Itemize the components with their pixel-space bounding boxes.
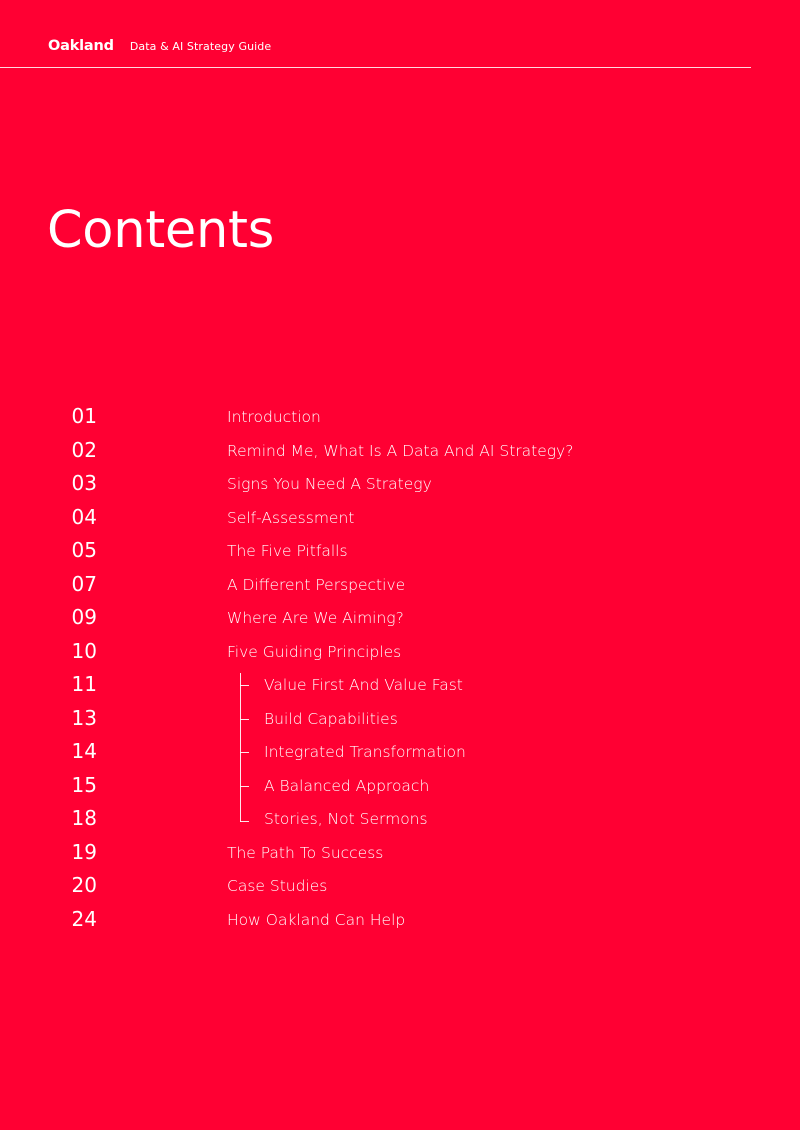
toc-page-number: 13 bbox=[71, 705, 97, 730]
toc-entry-label[interactable]: Case Studies bbox=[227, 877, 328, 895]
toc-page-number: 04 bbox=[71, 504, 97, 529]
toc-entry-self-assessment[interactable] bbox=[0, 501, 800, 535]
toc-page-number: 07 bbox=[71, 571, 97, 596]
toc-page-number: 05 bbox=[71, 538, 97, 562]
toc-subentry-build-capabilities[interactable] bbox=[0, 702, 800, 736]
toc-entry-label[interactable]: The Path To Success bbox=[227, 843, 384, 862]
toc-page-number: 14 bbox=[71, 739, 97, 763]
toc-page-number: 18 bbox=[71, 806, 97, 830]
header-divider bbox=[0, 67, 751, 68]
subentry-tree-tick bbox=[240, 752, 249, 753]
subentry-tree-line bbox=[240, 673, 241, 822]
toc-entry-remind-me[interactable] bbox=[0, 434, 800, 468]
toc-entry-path-to-success[interactable] bbox=[0, 836, 800, 870]
toc-page-number: 02 bbox=[71, 437, 97, 462]
page-title: Contents bbox=[47, 201, 275, 260]
toc-entry-case-studies[interactable] bbox=[0, 869, 800, 903]
toc-subentry-label[interactable]: Integrated Transformation bbox=[264, 743, 466, 761]
toc-entry-label[interactable]: Five Guiding Principles bbox=[227, 642, 402, 661]
toc-subentry-label[interactable]: Stories, Not Sermons bbox=[264, 810, 428, 828]
page-header bbox=[48, 36, 271, 56]
toc-entry-introduction[interactable] bbox=[0, 400, 800, 434]
toc-page-number: 11 bbox=[71, 672, 97, 696]
toc-subentry-integrated-transformation[interactable] bbox=[0, 735, 800, 769]
toc-entry-different-perspective[interactable] bbox=[0, 568, 800, 602]
toc-subentry-stories-not-sermons[interactable] bbox=[0, 802, 800, 836]
toc-page-number: 19 bbox=[71, 839, 97, 864]
toc-subentry-label[interactable]: Build Capabilities bbox=[264, 709, 398, 728]
toc-page-number: 01 bbox=[71, 404, 97, 428]
toc-entry-label[interactable]: A Different Perspective bbox=[227, 575, 406, 594]
brand-logo: Oakland bbox=[48, 38, 114, 54]
table-of-contents bbox=[0, 400, 800, 936]
toc-page-number: 09 bbox=[71, 605, 97, 629]
document-title: Data & AI Strategy Guide bbox=[129, 39, 272, 53]
toc-subentry-label[interactable]: A Balanced Approach bbox=[264, 776, 430, 795]
toc-entry-where-aiming[interactable] bbox=[0, 601, 800, 635]
toc-page-number: 20 bbox=[71, 873, 97, 897]
toc-page-number: 24 bbox=[71, 906, 97, 931]
toc-subentry-balanced-approach[interactable] bbox=[0, 769, 800, 803]
toc-entry-label[interactable]: The Five Pitfalls bbox=[227, 542, 348, 560]
toc-subentry-label[interactable]: Value First And Value Fast bbox=[264, 676, 463, 694]
toc-entry-label[interactable]: Remind Me, What Is A Data And AI Strategy? bbox=[227, 441, 574, 460]
toc-entry-label[interactable]: How Oakland Can Help bbox=[227, 910, 406, 929]
subentry-tree-tick bbox=[240, 786, 249, 787]
toc-subentry-value-first[interactable] bbox=[0, 668, 800, 702]
toc-entry-label[interactable]: Where Are We Aiming? bbox=[227, 609, 404, 627]
toc-page-number: 03 bbox=[71, 471, 97, 495]
subentry-tree-tick bbox=[240, 821, 249, 822]
toc-page-number: 10 bbox=[71, 638, 97, 663]
toc-page-number: 15 bbox=[71, 772, 97, 797]
toc-entry-label[interactable]: Self-Assessment bbox=[227, 508, 355, 527]
toc-entry-how-oakland-can-help[interactable] bbox=[0, 903, 800, 937]
toc-entry-signs[interactable] bbox=[0, 467, 800, 501]
toc-entry-label[interactable]: Signs You Need A Strategy bbox=[227, 475, 432, 493]
toc-entry-five-pitfalls[interactable] bbox=[0, 534, 800, 568]
toc-entry-label[interactable]: Introduction bbox=[227, 408, 321, 426]
toc-entry-guiding-principles[interactable] bbox=[0, 635, 800, 669]
subentry-tree-tick bbox=[240, 719, 249, 720]
subentry-tree-tick bbox=[240, 685, 249, 686]
